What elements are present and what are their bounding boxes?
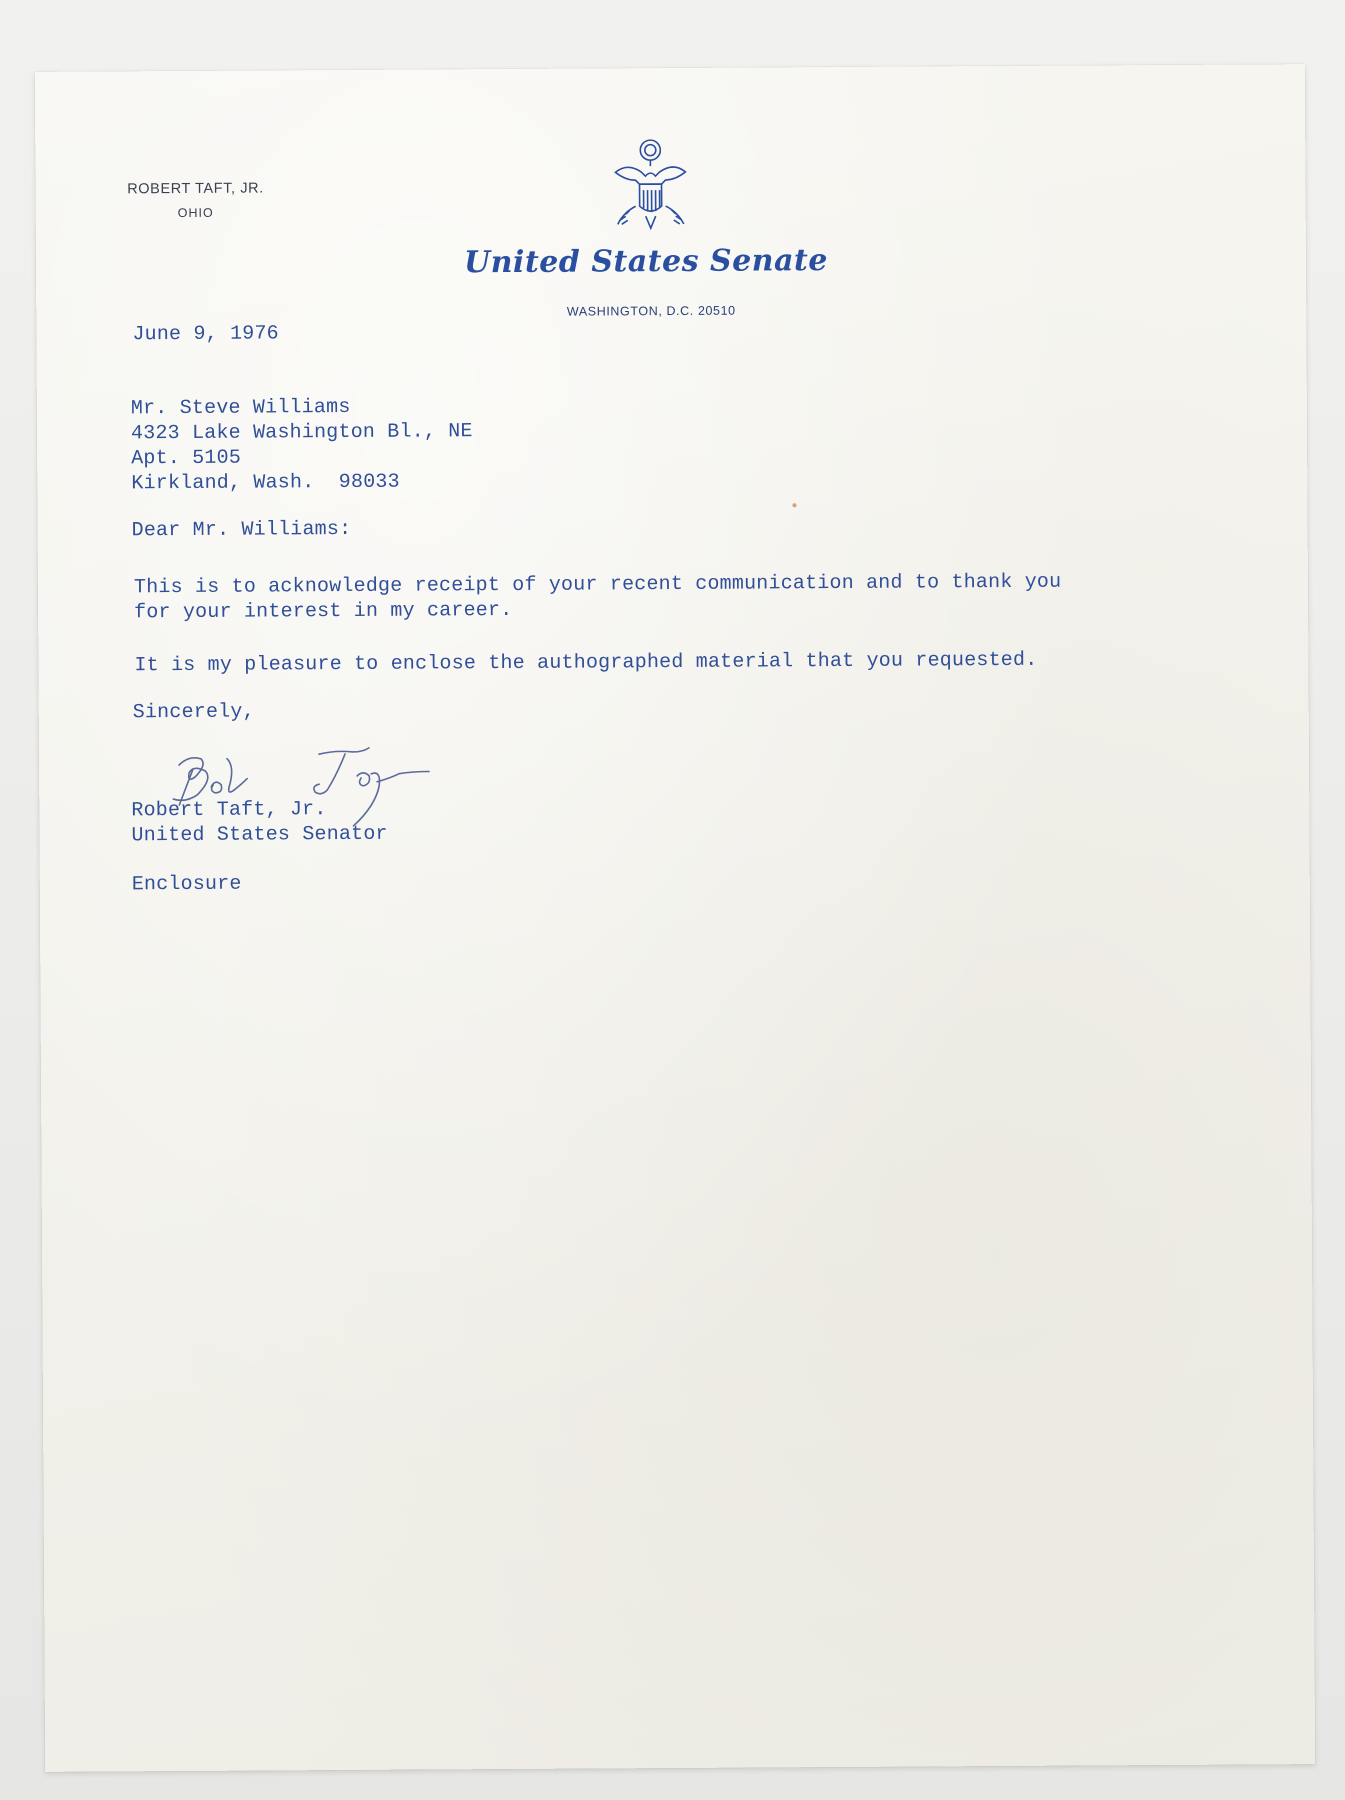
- recipient-name: Mr. Steve Williams: [130, 395, 351, 421]
- closing: Sincerely,: [132, 700, 255, 725]
- enclosure-note: Enclosure: [131, 872, 242, 897]
- signer-title: United States Senator: [131, 822, 388, 848]
- great-seal-icon: [605, 136, 696, 233]
- letter-sheet: [35, 64, 1315, 1772]
- recipient-apt: Apt. 5105: [131, 446, 242, 471]
- salutation: Dear Mr. Williams:: [131, 517, 352, 543]
- body-paragraph-1-line-2: for your interest in my career.: [134, 598, 513, 625]
- body-paragraph-1-line-1: This is to acknowledge receipt of your recent communication and to thank you: [133, 570, 1062, 600]
- institution-name: United States Senate: [463, 243, 829, 281]
- recipient-city: Kirkland, Wash. 98033: [131, 470, 400, 496]
- body-paragraph-2: It is my pleasure to enclose the authographed material that you requested.: [134, 648, 1038, 678]
- sender-name: ROBERT TAFT, JR.: [127, 180, 264, 198]
- sender-state: OHIO: [177, 205, 214, 221]
- signer-name: Robert Taft, Jr.: [131, 798, 327, 823]
- institution-address: WASHINGTON, D.C. 20510: [566, 303, 736, 319]
- letter-date: June 9, 1976: [132, 322, 279, 347]
- paper-spot: [792, 503, 796, 507]
- recipient-street: 4323 Lake Washington Bl., NE: [130, 420, 473, 446]
